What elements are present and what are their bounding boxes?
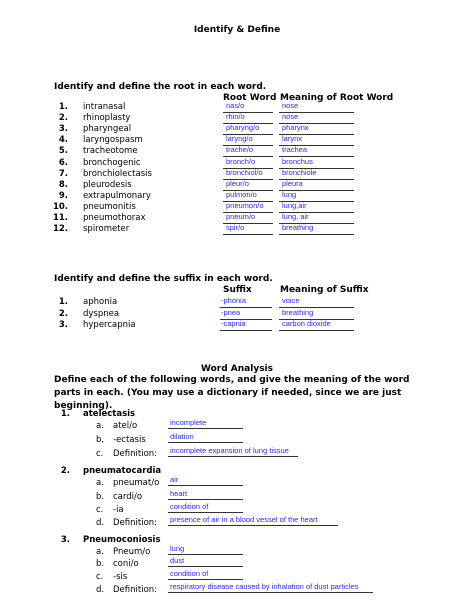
part-letter: c. — [96, 572, 104, 582]
root-word-item: intranasal — [83, 102, 126, 112]
suffix-word-item: hypercapnia — [83, 320, 136, 331]
part-label: atel/o — [113, 421, 138, 431]
part-answer-field[interactable]: air — [170, 475, 179, 484]
part-label: -ectasis — [113, 435, 146, 445]
col-root-meaning: Meaning of Root Word — [280, 93, 394, 103]
suffix-meaning-field[interactable]: breathing — [282, 307, 314, 317]
suffix-answer-field[interactable]: -phonia — [221, 296, 247, 305]
root-word-item: bronchiolectasis — [83, 168, 152, 179]
item-number: 9. — [58, 190, 68, 201]
suffix-word-item: dyspnea — [83, 308, 120, 319]
item-number: 2. — [60, 466, 70, 476]
root-answer-field[interactable]: pneum/o — [226, 212, 256, 221]
part-answer-field[interactable]: respiratory disease caused by inhalation of dust particles — [170, 582, 359, 591]
root-answer-field[interactable]: trache/o — [226, 145, 254, 155]
item-number: 4. — [58, 135, 68, 146]
analysis-heading: Word Analysis — [201, 364, 273, 374]
root-meaning-field[interactable]: bronchiole — [282, 167, 317, 177]
analysis-word: pneumatocardia — [83, 466, 162, 476]
part-answer-underline — [168, 592, 373, 593]
page-title: Identify & Define — [193, 25, 281, 35]
part-answer-underline — [168, 428, 243, 429]
root-answer-field[interactable]: pulmon/o — [226, 189, 257, 199]
part-letter: c. — [96, 449, 104, 459]
analysis-word: Pneumoconiosis — [83, 535, 161, 545]
root-word-item: pleurodesis — [83, 179, 132, 190]
part-answer-underline — [168, 499, 243, 500]
part-label: pneumat/o — [113, 478, 160, 488]
root-meaning-field[interactable]: bronchus — [282, 156, 313, 166]
part-answer-underline — [168, 525, 338, 526]
root-answer-field[interactable]: rhin/o — [226, 112, 245, 122]
item-number: 10. — [52, 201, 68, 212]
item-number: 11. — [52, 213, 68, 223]
part-answer-field[interactable]: incomplete expansion of lung tissue — [170, 446, 289, 455]
root-answer-underline — [223, 234, 273, 235]
root-answer-field[interactable]: bronch/o — [226, 156, 256, 166]
item-number: 2. — [58, 113, 68, 124]
root-meaning-field[interactable]: breathing — [282, 223, 314, 233]
item-number: 7. — [58, 168, 68, 179]
part-label: coni/o — [113, 559, 139, 569]
part-answer-field[interactable]: dilation — [170, 432, 194, 441]
root-meaning-field[interactable]: nose — [282, 101, 299, 110]
root-answer-field[interactable]: pneumon/o — [226, 200, 264, 210]
root-word-item: rhinoplasty — [83, 113, 131, 124]
part-letter: a. — [96, 478, 104, 488]
part-answer-underline — [168, 512, 243, 513]
root-meaning-field[interactable]: pharynx — [282, 123, 309, 133]
part-label: -ia — [113, 505, 124, 515]
item-number: 3. — [58, 124, 68, 135]
root-meaning-field[interactable]: lung — [282, 189, 297, 199]
part-answer-underline — [168, 566, 243, 567]
part-answer-field[interactable]: dust — [170, 556, 185, 565]
item-number: 5. — [58, 146, 68, 157]
suffix-word-item: aphonia — [83, 297, 118, 307]
root-meaning-field[interactable]: lung,air — [282, 200, 307, 210]
item-number: 1. — [58, 297, 68, 307]
root-meaning-field[interactable]: larynx — [282, 134, 303, 144]
suffix-answer-underline — [220, 330, 272, 331]
suffix-meaning-field[interactable]: carbon dioxide — [282, 319, 331, 329]
part-answer-underline — [168, 442, 243, 443]
part-letter: a. — [96, 421, 104, 431]
root-meaning-field[interactable]: pleura — [282, 178, 303, 188]
part-letter: b. — [96, 492, 105, 502]
part-answer-field[interactable]: condition of — [170, 569, 209, 578]
root-instruction: Identify and define the root in each word. — [54, 82, 267, 92]
part-label: Definition: — [113, 518, 158, 528]
item-number: 6. — [58, 157, 68, 168]
part-label: -sis — [113, 572, 128, 582]
root-word-item: bronchogenic — [83, 157, 141, 168]
part-letter: c. — [96, 505, 104, 515]
root-answer-field[interactable]: spir/o — [226, 223, 245, 233]
col-suffix-meaning: Meaning of Suffix — [280, 285, 369, 295]
root-word-item: spirometer — [83, 224, 130, 235]
item-number: 12. — [52, 224, 68, 235]
root-answer-field[interactable]: pleur/o — [226, 178, 249, 188]
item-number: 3. — [60, 535, 70, 545]
part-letter: b. — [96, 559, 105, 569]
root-answer-field[interactable]: pharyng/o — [226, 123, 260, 133]
suffix-answer-field[interactable]: -pnea — [221, 307, 241, 317]
part-letter: a. — [96, 547, 104, 557]
part-letter: d. — [96, 585, 105, 595]
item-number: 8. — [58, 179, 68, 190]
root-word-item: pneumothorax — [83, 213, 146, 223]
root-word-item: laryngospasm — [83, 135, 143, 146]
root-word-item: extrapulmonary — [83, 190, 151, 201]
part-answer-field[interactable]: incomplete — [170, 418, 207, 427]
meaning-answer-underline — [279, 330, 354, 331]
root-word-item: tracheotome — [83, 146, 138, 157]
part-answer-field[interactable]: heart — [170, 489, 188, 498]
part-answer-field[interactable]: condition of — [170, 502, 209, 511]
col-suffix: Suffix — [223, 285, 252, 295]
analysis-word: atelectasis — [83, 409, 136, 419]
root-answer-field[interactable]: nas/o — [226, 101, 245, 110]
part-label: Definition: — [113, 585, 158, 595]
part-label: cardi/o — [113, 492, 143, 502]
analysis-instruction: Define each of the following words, and give the meaning of the word parts in each. (You may use a dictionary if needed, since we are just beginning). — [54, 375, 410, 411]
meaning-answer-underline — [279, 234, 354, 235]
item-number: 2. — [58, 308, 68, 319]
suffix-answer-field[interactable]: -capnia — [221, 319, 246, 329]
part-letter: b. — [96, 435, 105, 445]
part-label: Definition: — [113, 449, 158, 459]
part-answer-field[interactable]: presence of air in a blood vessel of the heart — [170, 515, 318, 524]
root-answer-field[interactable]: bronchiol/o — [226, 167, 263, 177]
part-answer-underline — [168, 456, 298, 457]
root-meaning-field[interactable]: trachea — [282, 145, 308, 155]
part-answer-underline — [168, 485, 243, 486]
root-word-item: pneumonitis — [83, 201, 136, 212]
part-answer-underline — [168, 579, 243, 580]
part-letter: d. — [96, 518, 105, 528]
item-number: 1. — [60, 409, 70, 419]
root-word-item: pharyngeal — [83, 124, 132, 135]
item-number: 1. — [58, 102, 68, 112]
root-answer-field[interactable]: laryng/o — [226, 134, 253, 144]
item-number: 3. — [58, 320, 68, 331]
part-label: Pneum/o — [113, 547, 151, 557]
root-meaning-field[interactable]: lung, air — [282, 212, 309, 221]
suffix-instruction: Identify and define the suffix in each word. — [54, 274, 273, 284]
root-meaning-field[interactable]: nose — [282, 112, 299, 122]
suffix-meaning-field[interactable]: voice — [282, 296, 300, 305]
col-root-word: Root Word — [223, 93, 277, 103]
part-answer-underline — [168, 554, 243, 555]
part-answer-field[interactable]: lung — [170, 544, 185, 553]
